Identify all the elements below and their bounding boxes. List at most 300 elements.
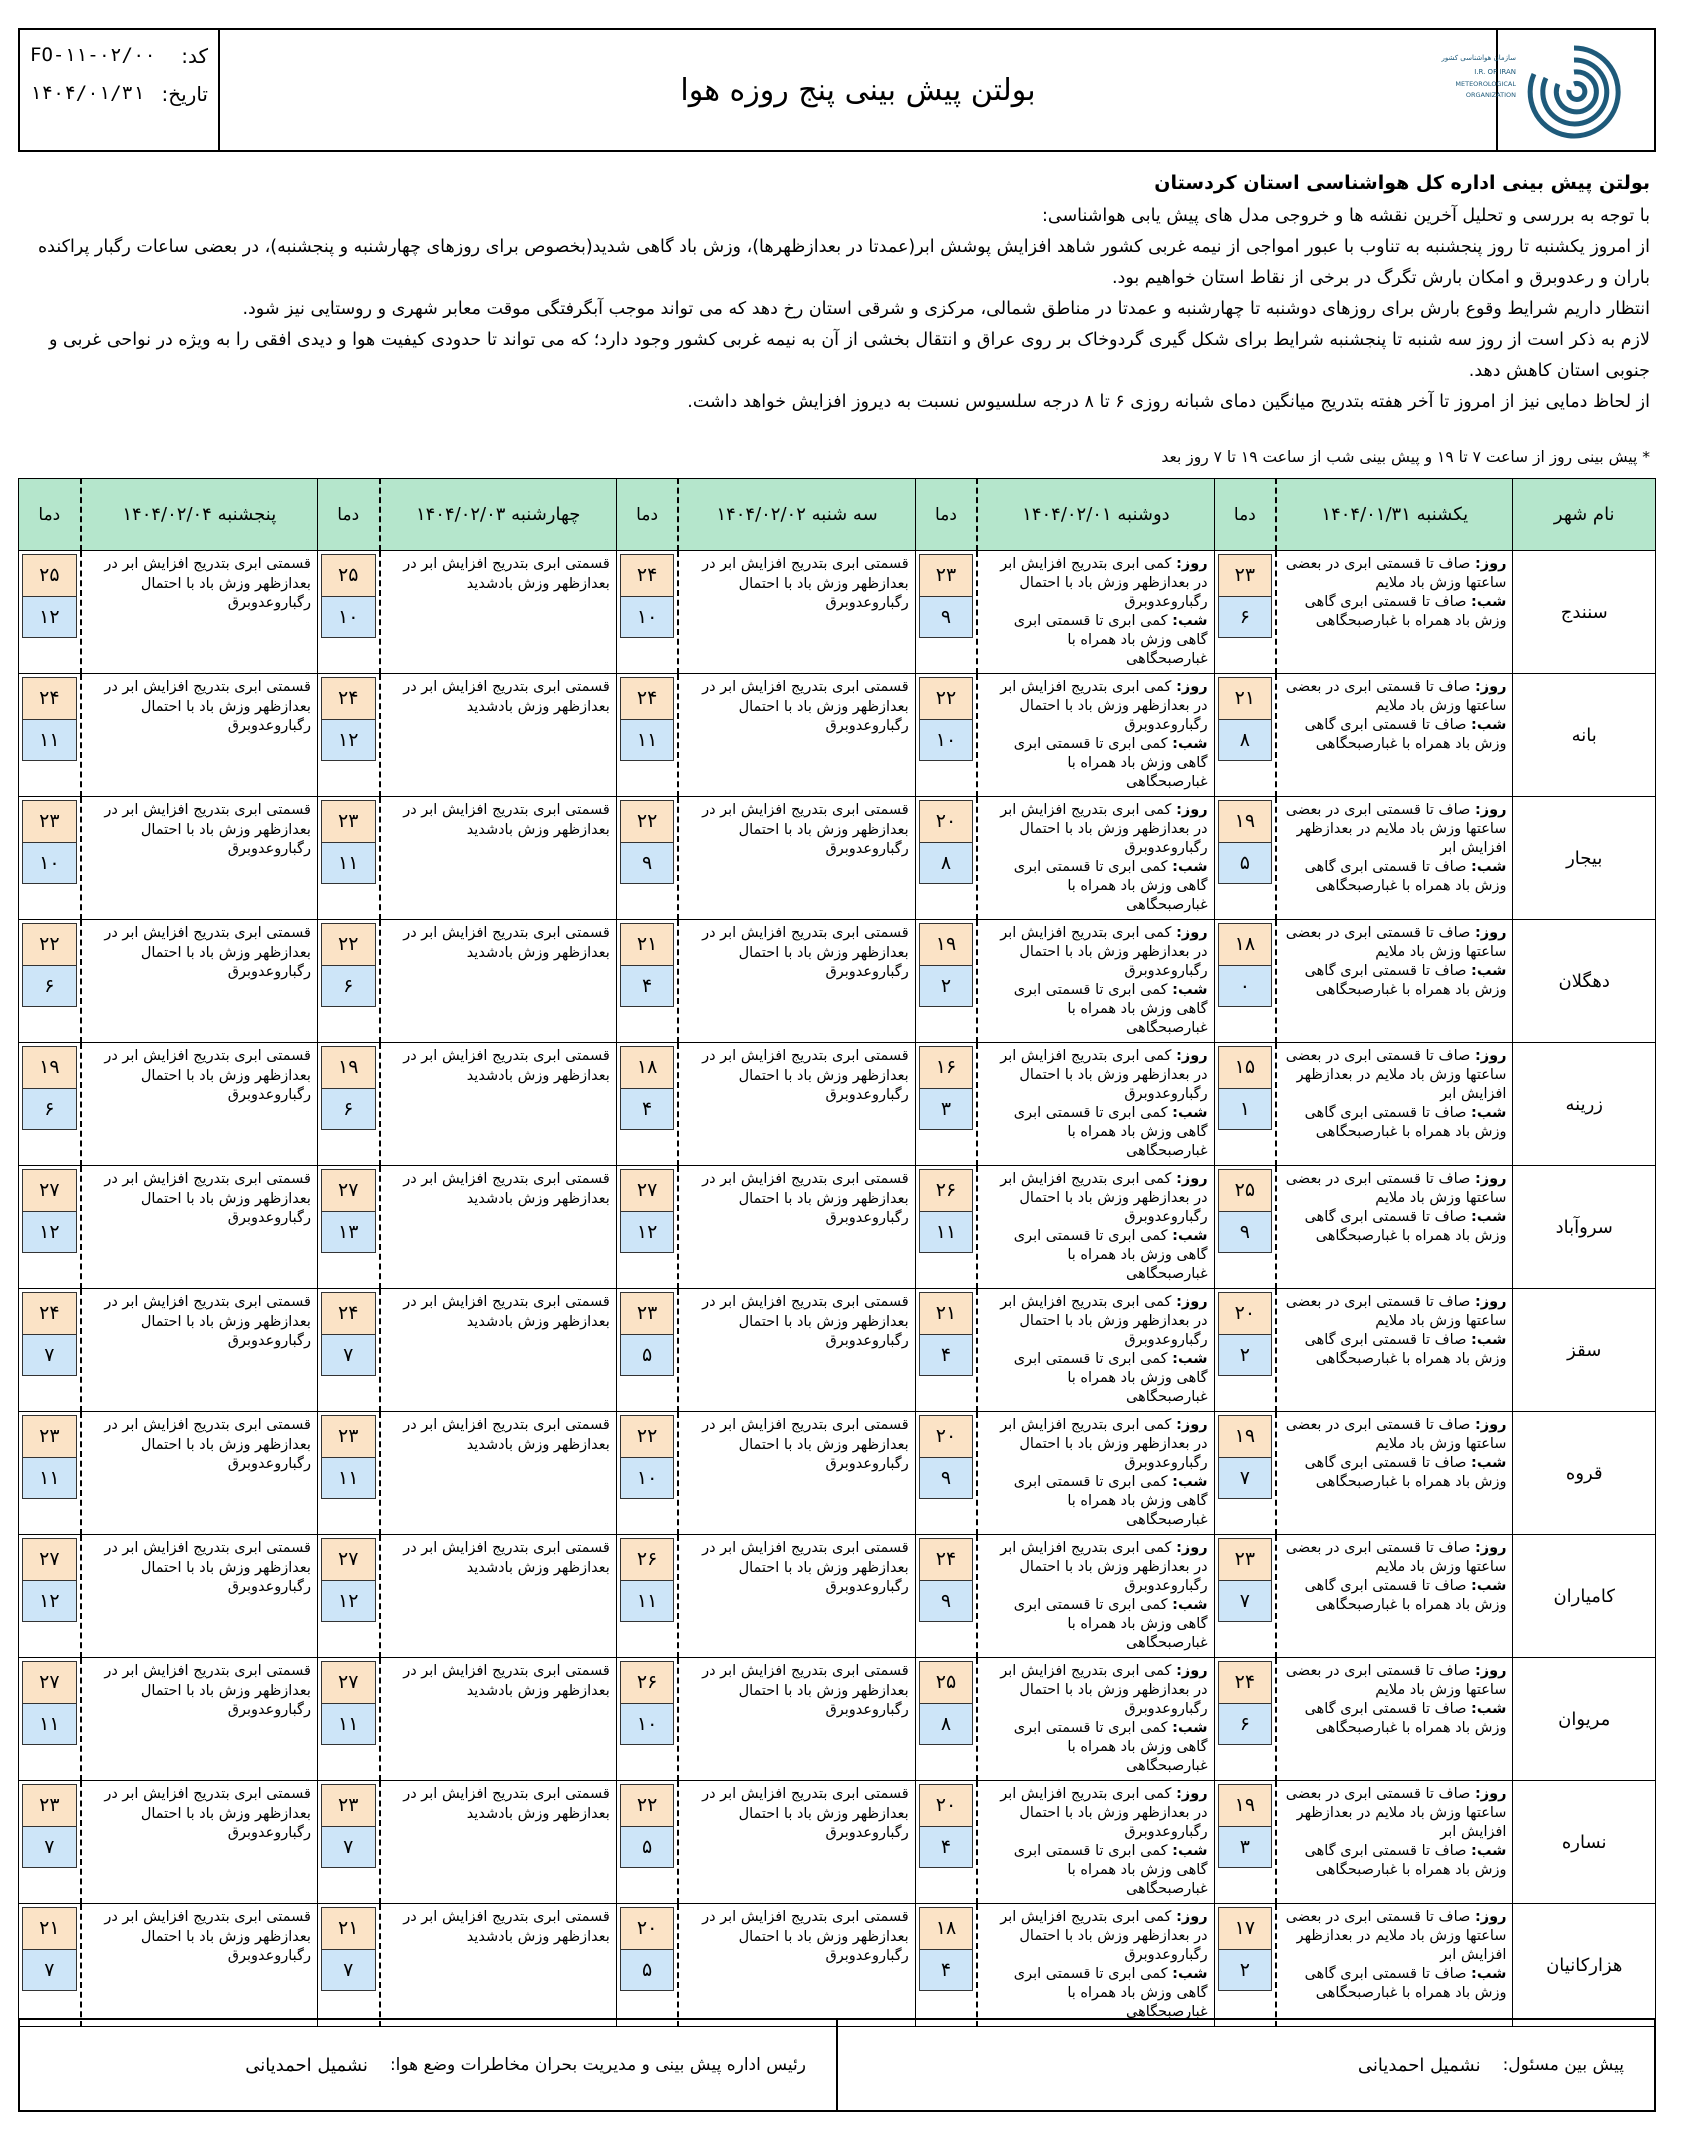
max-temp: ۱۸ [1219,924,1272,966]
min-temp: ۸ [920,1704,973,1745]
temperature-cell [616,674,678,797]
day-label: روز: [1474,1294,1507,1310]
day-forecast [984,1047,1207,1104]
min-temp: ۷ [23,1335,76,1376]
night-forecast [1283,1208,1506,1246]
logo-line-1: سازمان هواشناسی کشور [1441,54,1516,62]
night-text: صاف تا قسمتی ابری گاهی وزش باد همراه با غبارصبحگاهی [1304,1843,1507,1878]
day-text: قسمتی ابری بتدریج افزایش ابر در بعدازظهر وزش باد با احتمال رگباروعدوبرق [104,1048,311,1103]
forecast-text [1276,1535,1513,1658]
night-forecast [984,1842,1207,1899]
night-label: شب: [1172,736,1208,752]
max-temp: ۲۳ [621,1293,674,1335]
min-temp: ۱۲ [322,720,375,761]
day-text: قسمتی ابری بتدریج افزایش ابر در بعدازظهر وزش باد با احتمال رگباروعدوبرق [702,1909,909,1964]
night-label: شب: [1471,1332,1507,1348]
max-temp: ۲۳ [920,555,973,597]
max-temp: ۲۳ [322,1416,375,1458]
night-label: شب: [1172,1105,1208,1121]
day-text: قسمتی ابری بتدریج افزایش ابر در بعدازظهر وزش بادشدید [403,556,610,592]
night-text: کمی ابری تا قسمتی ابری گاهی وزش باد همراه با غبارصبحگاهی [1013,1843,1208,1897]
forecast-text [380,1289,617,1412]
min-temp: ۴ [920,1950,973,1991]
code-date-box [20,30,220,150]
temperature-cell [317,551,379,674]
min-temp: ۱۱ [23,720,76,761]
min-temp: ۱۲ [621,1212,674,1253]
time-note: * پیش بینی روز از ساعت ۷ تا ۱۹ و پیش بینی شب از ساعت ۱۹ تا ۷ روز بعد [1161,448,1650,466]
forecast-text [81,1904,318,2027]
temperature-box [620,1292,675,1376]
forecast-text [977,674,1214,797]
temperature-box [22,1292,77,1376]
day-text: قسمتی ابری بتدریج افزایش ابر در بعدازظهر وزش بادشدید [403,1294,610,1330]
night-label: شب: [1172,1474,1208,1490]
temperature-cell [317,797,379,920]
temperature-box [919,800,974,884]
temperature-cell [19,1166,81,1289]
day-text: قسمتی ابری بتدریج افزایش ابر در بعدازظهر وزش بادشدید [403,1663,610,1699]
day-text: قسمتی ابری بتدریج افزایش ابر در بعدازظهر وزش باد با احتمال رگباروعدوبرق [702,1540,909,1595]
night-forecast [984,981,1207,1038]
max-temp: ۲۰ [920,801,973,843]
day-forecast [984,678,1207,735]
day-text: قسمتی ابری بتدریج افزایش ابر در بعدازظهر وزش بادشدید [403,802,610,838]
temperature-cell [19,1412,81,1535]
temperature-cell [616,1412,678,1535]
forecast-table [18,478,1656,2027]
table-row [19,1043,1656,1166]
date-value: ۱۴۰۴/۰۱/۳۱ [30,82,145,104]
day-forecast [984,1539,1207,1596]
min-temp: ۴ [920,1335,973,1376]
temperature-cell [915,1166,977,1289]
night-text: کمی ابری تا قسمتی ابری گاهی وزش باد همراه با غبارصبحگاهی [1013,859,1208,913]
temperature-cell [616,1535,678,1658]
forecast-text [380,1166,617,1289]
night-text: صاف تا قسمتی ابری گاهی وزش باد همراه با غبارصبحگاهی [1304,1332,1507,1367]
forecast-text [1276,1166,1513,1289]
forecast-text [380,1535,617,1658]
max-temp: ۲۳ [1219,555,1272,597]
forecast-text [1276,551,1513,674]
temperature-box [321,800,376,884]
temperature-cell [915,1535,977,1658]
max-temp: ۲۲ [621,801,674,843]
night-label: شب: [1172,1597,1208,1613]
synopsis-paragraph: از لحاظ دمایی نیز از امروز تا آخر هفته بتدریج میانگین دمای شبانه روزی ۶ تا ۸ درجه سلسیوس نسبت به دیروز افزایش خواهد داشت. [687,392,1650,412]
temperature-cell [1214,674,1276,797]
forecast-text [678,551,915,674]
forecast-text [380,1781,617,1904]
max-temp: ۱۹ [920,924,973,966]
forecast-text [81,1412,318,1535]
day-text: قسمتی ابری بتدریج افزایش ابر در بعدازظهر وزش بادشدید [403,1909,610,1945]
night-label: شب: [1471,717,1507,733]
night-label: شب: [1471,963,1507,979]
max-temp: ۲۳ [322,1785,375,1827]
forecast-text [380,797,617,920]
forecast-text [81,551,318,674]
forecast-text [678,1043,915,1166]
min-temp: ۱۰ [621,597,674,638]
night-forecast [1283,1331,1506,1369]
day-label: روز: [1474,925,1507,941]
temperature-cell [19,1904,81,2027]
day-text: قسمتی ابری بتدریج افزایش ابر در بعدازظهر وزش بادشدید [403,1048,610,1084]
night-text: کمی ابری تا قسمتی ابری گاهی وزش باد همراه با غبارصبحگاهی [1013,613,1208,667]
temperature-cell [915,1781,977,1904]
forecast-text [81,1043,318,1166]
temperature-box [919,677,974,761]
max-temp: ۲۲ [621,1785,674,1827]
max-temp: ۲۷ [23,1539,76,1581]
forecast-text [977,920,1214,1043]
max-temp: ۲۱ [322,1908,375,1950]
logo-line-4: ORGANIZATION [1465,91,1516,99]
night-label: شب: [1172,1228,1208,1244]
temperature-box [620,1046,675,1130]
table-row [19,1904,1656,2027]
min-temp: ۱۰ [621,1458,674,1499]
forecast-text [81,797,318,920]
temperature-box [919,1169,974,1253]
night-label: شب: [1172,982,1208,998]
temperature-cell [19,1289,81,1412]
min-temp: ۱۱ [322,843,375,884]
forecast-text [977,1535,1214,1658]
night-text: صاف تا قسمتی ابری گاهی وزش باد همراه با غبارصبحگاهی [1304,1455,1507,1490]
day-text: قسمتی ابری بتدریج افزایش ابر در بعدازظهر وزش باد با احتمال رگباروعدوبرق [702,1786,909,1841]
temperature-box [1218,677,1273,761]
night-label: شب: [1471,859,1507,875]
day-text: قسمتی ابری بتدریج افزایش ابر در بعدازظهر وزش باد با احتمال رگباروعدوبرق [702,1171,909,1226]
night-label: شب: [1471,1209,1507,1225]
temperature-box [919,923,974,1007]
night-label: شب: [1172,1351,1208,1367]
night-forecast [984,1473,1207,1530]
day-forecast [1283,555,1506,593]
day-forecast [1283,1293,1506,1331]
temperature-cell [19,674,81,797]
temperature-box [22,800,77,884]
temperature-cell [317,1904,379,2027]
day-text: قسمتی ابری بتدریج افزایش ابر در بعدازظهر وزش باد با احتمال رگباروعدوبرق [104,802,311,857]
temperature-box [22,1169,77,1253]
day-text: کمی ابری بتدریج افزایش ابر در بعدازظهر وزش باد با احتمال رگباروعدوبرق [1000,1294,1208,1348]
table-row [19,1289,1656,1412]
temperature-cell [1214,1412,1276,1535]
forecast-text [1276,1043,1513,1166]
day-text: صاف تا قسمتی ابری در بعضی ساعتها وزش باد ملایم در بعدازظهر افزایش ابر [1285,802,1507,856]
forecast-text [977,1043,1214,1166]
day-label: روز: [1176,802,1208,818]
night-forecast [1283,593,1506,631]
temperature-box [321,554,376,638]
night-text: کمی ابری تا قسمتی ابری گاهی وزش باد همراه با غبارصبحگاهی [1013,736,1208,790]
temperature-cell [616,920,678,1043]
day-text: کمی ابری بتدریج افزایش ابر در بعدازظهر وزش باد با احتمال رگباروعدوبرق [1000,1540,1208,1594]
day-text: قسمتی ابری بتدریج افزایش ابر در بعدازظهر وزش باد با احتمال رگباروعدوبرق [104,679,311,734]
forecast-text [977,551,1214,674]
temperature-cell [317,1781,379,1904]
temperature-cell [317,920,379,1043]
day-text: قسمتی ابری بتدریج افزایش ابر در بعدازظهر وزش باد با احتمال رگباروعدوبرق [104,1417,311,1472]
synopsis-paragraph: از امروز یکشنبه تا روز پنجشنبه به تناوب با عبور امواجی از نیمه غربی کشور شاهد افزایش پوشش ابر(عمدتا در بعدازظهرها)، وزش باد گاهی شدید(بخصوص برای روزهای چهارشنبه و پنجشنبه)، در بعضی ساعات رگبار پراکنده باران و رعدوبرق و امکان بارش تگرگ در برخی از نقاط استان خواهیم بود. [38,237,1650,288]
min-temp: ۱۰ [920,720,973,761]
min-temp: ۹ [621,843,674,884]
temperature-box [1218,923,1273,1007]
night-forecast [1283,962,1506,1000]
signature-footer [18,2018,1656,2112]
day-text: قسمتی ابری بتدریج افزایش ابر در بعدازظهر وزش باد با احتمال رگباروعدوبرق [702,1048,909,1103]
night-text: کمی ابری تا قسمتی ابری گاهی وزش باد همراه با غبارصبحگاهی [1013,1720,1208,1774]
min-temp: ۵ [621,1950,674,1991]
night-forecast [1283,1965,1506,2003]
temperature-cell [317,1289,379,1412]
table-row [19,920,1656,1043]
day-text: قسمتی ابری بتدریج افزایش ابر در بعدازظهر وزش بادشدید [403,1540,610,1576]
code-label: کد: [181,44,208,68]
temperature-cell [915,674,977,797]
day-label: روز: [1474,679,1507,695]
day-forecast [1283,924,1506,962]
min-temp: ۵ [1219,843,1272,884]
temperature-cell [1214,551,1276,674]
min-temp: ۹ [1219,1212,1272,1253]
max-temp: ۱۹ [1219,1785,1272,1827]
temperature-box [321,1046,376,1130]
day-text: صاف تا قسمتی ابری در بعضی ساعتها وزش باد ملایم [1285,679,1507,714]
night-forecast [984,1719,1207,1776]
min-temp: ۹ [920,1458,973,1499]
night-text: صاف تا قسمتی ابری گاهی وزش باد همراه با غبارصبحگاهی [1304,594,1507,629]
min-temp: ۶ [23,966,76,1007]
city-name: بانه [1513,674,1656,797]
day-text: قسمتی ابری بتدریج افزایش ابر در بعدازظهر وزش باد با احتمال رگباروعدوبرق [104,1786,311,1841]
night-text: کمی ابری تا قسمتی ابری گاهی وزش باد همراه با غبارصبحگاهی [1013,1105,1208,1159]
night-forecast [1283,1700,1506,1738]
min-temp: ۲ [1219,1950,1272,1991]
temperature-cell [317,674,379,797]
forecast-text [678,1412,915,1535]
temperature-box [321,1538,376,1622]
min-temp: ۱۰ [322,597,375,638]
night-text: کمی ابری تا قسمتی ابری گاهی وزش باد همراه با غبارصبحگاهی [1013,1597,1208,1651]
day-text: صاف تا قسمتی ابری در بعضی ساعتها وزش باد ملایم در بعدازظهر افزایش ابر [1285,1048,1507,1102]
max-temp: ۲۵ [322,555,375,597]
min-temp: ۹ [920,597,973,638]
temperature-box [620,1907,675,1991]
night-label: شب: [1471,1578,1507,1594]
temperature-box [22,554,77,638]
temperature-cell [19,1658,81,1781]
day-text: قسمتی ابری بتدریج افزایش ابر در بعدازظهر وزش باد با احتمال رگباروعدوبرق [702,925,909,980]
temperature-box [919,1415,974,1499]
forecast-text [380,674,617,797]
night-label: شب: [1471,1105,1507,1121]
day-label: روز: [1176,1048,1208,1064]
temp-header: دما [19,479,81,551]
forecast-text [380,1904,617,2027]
temperature-cell [616,1904,678,2027]
day-text: قسمتی ابری بتدریج افزایش ابر در بعدازظهر وزش بادشدید [403,679,610,715]
night-text: کمی ابری تا قسمتی ابری گاهی وزش باد همراه با غبارصبحگاهی [1013,1474,1208,1528]
max-temp: ۲۴ [23,1293,76,1335]
min-temp: ۸ [920,843,973,884]
day-text: قسمتی ابری بتدریج افزایش ابر در بعدازظهر وزش باد با احتمال رگباروعدوبرق [104,1540,311,1595]
min-temp: ۳ [1219,1827,1272,1868]
day-text: قسمتی ابری بتدریج افزایش ابر در بعدازظهر وزش باد با احتمال رگباروعدوبرق [702,679,909,734]
max-temp: ۲۴ [621,555,674,597]
min-temp: ۷ [23,1827,76,1868]
forecast-text [678,1904,915,2027]
city-name: سقز [1513,1289,1656,1412]
forecast-text [1276,1412,1513,1535]
temperature-cell [1214,1166,1276,1289]
max-temp: ۲۳ [23,1416,76,1458]
temperature-cell [1214,1535,1276,1658]
city-name: دهگلان [1513,920,1656,1043]
forecast-text [81,920,318,1043]
max-temp: ۲۳ [322,801,375,843]
temperature-cell [915,1904,977,2027]
temperature-cell [1214,1781,1276,1904]
max-temp: ۲۵ [920,1662,973,1704]
night-forecast [984,1227,1207,1284]
max-temp: ۱۵ [1219,1047,1272,1089]
temperature-box [620,677,675,761]
forecast-text [1276,1904,1513,2027]
temperature-box [22,1907,77,1991]
day-forecast [984,1662,1207,1719]
table-row [19,1535,1656,1658]
temperature-box [1218,1538,1273,1622]
day-forecast [1283,801,1506,858]
temp-header: دما [1214,479,1276,551]
max-temp: ۲۵ [23,555,76,597]
max-temp: ۲۶ [621,1539,674,1581]
temperature-box [1218,1169,1273,1253]
night-label: شب: [1172,613,1208,629]
day-header: سه شنبه ۱۴۰۴/۰۲/۰۲ [678,479,915,551]
day-header: چهارشنبه ۱۴۰۴/۰۲/۰۳ [380,479,617,551]
temperature-box [321,1415,376,1499]
forecast-text [1276,797,1513,920]
min-temp: ۱۱ [23,1704,76,1745]
city-name: سروآباد [1513,1166,1656,1289]
night-forecast [984,1350,1207,1407]
forecaster-cell [838,2020,1654,2110]
temperature-box [321,1169,376,1253]
logo-line-2: I.R. OF IRAN [1474,68,1516,76]
min-temp: ۵ [621,1335,674,1376]
day-forecast [1283,678,1506,716]
temperature-cell [1214,1658,1276,1781]
temperature-cell [616,551,678,674]
forecast-text [1276,1658,1513,1781]
forecast-text [678,1289,915,1412]
day-label: روز: [1474,1171,1507,1187]
day-text: قسمتی ابری بتدریج افزایش ابر در بعدازظهر وزش باد با احتمال رگباروعدوبرق [702,1294,909,1349]
day-forecast [984,1416,1207,1473]
min-temp: ۱۱ [322,1704,375,1745]
day-forecast [1283,1170,1506,1208]
temperature-cell [915,920,977,1043]
night-label: شب: [1471,1966,1507,1982]
temperature-box [1218,800,1273,884]
day-text: قسمتی ابری بتدریج افزایش ابر در بعدازظهر وزش باد با احتمال رگباروعدوبرق [702,556,909,611]
min-temp: ۱۰ [23,843,76,884]
synopsis [24,168,1650,418]
bulletin-title: بولتن پیش بینی پنج روزه هوا [680,72,1036,108]
temperature-box [1218,1907,1273,1991]
temp-header: دما [616,479,678,551]
forecast-text [678,1781,915,1904]
night-forecast [1283,1577,1506,1615]
day-text: صاف تا قسمتی ابری در بعضی ساعتها وزش باد ملایم [1285,1663,1507,1698]
table-row [19,1658,1656,1781]
night-text: کمی ابری تا قسمتی ابری گاهی وزش باد همراه با غبارصبحگاهی [1013,982,1208,1036]
day-forecast [1283,1416,1506,1454]
temperature-box [620,1169,675,1253]
night-forecast [984,1104,1207,1161]
min-temp: ۵ [621,1827,674,1868]
min-temp: ۶ [322,1089,375,1130]
day-text: صاف تا قسمتی ابری در بعضی ساعتها وزش باد ملایم در بعدازظهر افزایش ابر [1285,1786,1507,1840]
forecast-text [81,1781,318,1904]
max-temp: ۲۱ [1219,678,1272,720]
day-text: قسمتی ابری بتدریج افزایش ابر در بعدازظهر وزش باد با احتمال رگباروعدوبرق [702,1663,909,1718]
day-label: روز: [1176,1417,1208,1433]
temperature-cell [915,1658,977,1781]
forecast-text [678,1166,915,1289]
day-text: قسمتی ابری بتدریج افزایش ابر در بعدازظهر وزش باد با احتمال رگباروعدوبرق [104,1909,311,1964]
temperature-box [321,1784,376,1868]
temperature-box [321,1907,376,1991]
max-temp: ۲۱ [23,1908,76,1950]
day-label: روز: [1474,1786,1507,1802]
temperature-cell [915,1289,977,1412]
org-logo [1441,30,1654,150]
temperature-cell [19,1535,81,1658]
min-temp: ۱۲ [23,1212,76,1253]
day-text: صاف تا قسمتی ابری در بعضی ساعتها وزش باد ملایم [1285,1417,1507,1452]
table-header-row [19,479,1656,551]
max-temp: ۲۷ [23,1662,76,1704]
temperature-cell [317,1166,379,1289]
min-temp: ۱۱ [322,1458,375,1499]
city-name: سنندج [1513,551,1656,674]
day-forecast [1283,1785,1506,1842]
night-label: شب: [1172,1966,1208,1982]
day-text: کمی ابری بتدریج افزایش ابر در بعدازظهر وزش باد با احتمال رگباروعدوبرق [1000,802,1208,856]
max-temp: ۲۷ [322,1170,375,1212]
day-label: روز: [1176,925,1208,941]
temperature-box [1218,554,1273,638]
day-text: قسمتی ابری بتدریج افزایش ابر در بعدازظهر وزش باد با احتمال رگباروعدوبرق [104,1171,311,1226]
temperature-cell [1214,1289,1276,1412]
temperature-box [22,677,77,761]
temperature-cell [1214,797,1276,920]
temperature-box [620,1415,675,1499]
min-temp: ۱۲ [322,1581,375,1622]
night-forecast [1283,1104,1506,1142]
day-label: روز: [1474,1048,1507,1064]
min-temp: ۶ [23,1089,76,1130]
night-text: کمی ابری تا قسمتی ابری گاهی وزش باد همراه با غبارصبحگاهی [1013,1351,1208,1405]
day-text: کمی ابری بتدریج افزایش ابر در بعدازظهر وزش باد با احتمال رگباروعدوبرق [1000,1048,1208,1102]
